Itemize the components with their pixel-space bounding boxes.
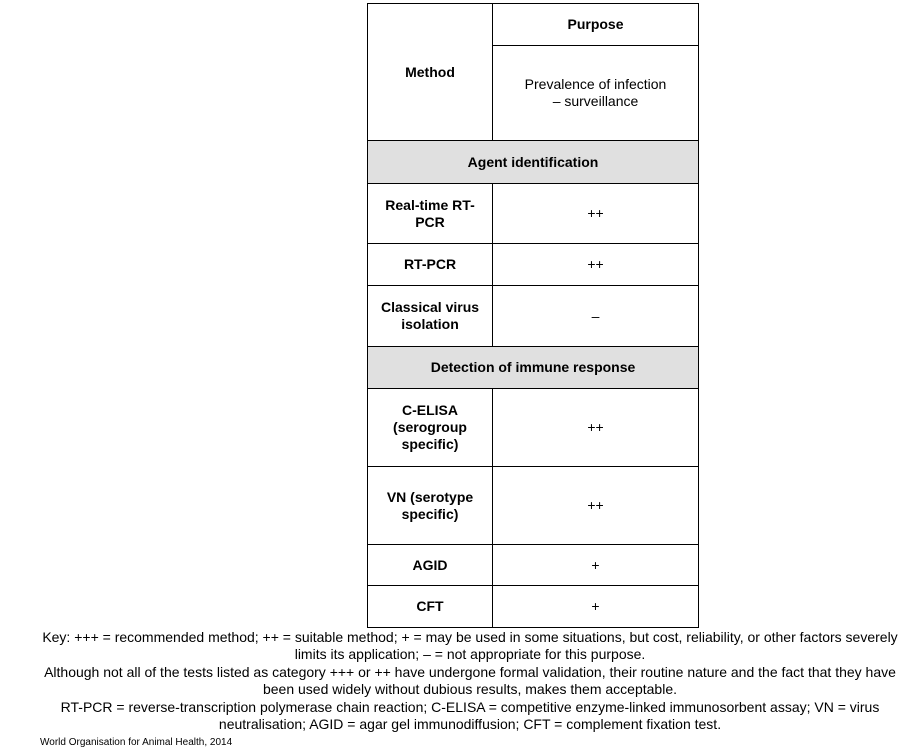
table-row: [368, 586, 699, 628]
method-header: Method: [368, 4, 493, 141]
method-rating: ++: [493, 389, 699, 467]
method-name: AGID: [368, 545, 493, 586]
table-row: [368, 286, 699, 347]
section-agent-identification: Agent identification: [368, 141, 699, 184]
section-row: [368, 141, 699, 184]
table-row: [368, 244, 699, 286]
copyright-footer: World Organisation for Animal Health, 2014: [40, 737, 233, 748]
purpose-header: Purpose: [493, 4, 699, 46]
method-name: Real-time RT-PCR: [368, 184, 493, 244]
table-row: [368, 389, 699, 467]
method-rating: +: [493, 545, 699, 586]
header-row: [368, 4, 699, 46]
diagnostic-methods-table: [367, 3, 699, 628]
method-name: VN (serotype specific): [368, 467, 493, 545]
section-immune-response: Detection of immune response: [368, 347, 699, 389]
method-rating: ++: [493, 244, 699, 286]
table-row: [368, 545, 699, 586]
method-rating: ++: [493, 184, 699, 244]
table-key: [30, 629, 910, 733]
method-name: C-ELISA (serogroup specific): [368, 389, 493, 467]
method-rating: –: [493, 286, 699, 347]
key-abbreviations: RT-PCR = reverse-transcription polymerase chain reaction; C-ELISA = competitive enzyme-linked immunosorbent assay; VN = virus neutralisation; AGID = agar gel immunodiffusion; CFT = complement fixation test.: [60, 698, 880, 733]
method-rating: ++: [493, 467, 699, 545]
method-rating: +: [493, 586, 699, 628]
method-name: CFT: [368, 586, 493, 628]
method-name: Classical virus isolation: [368, 286, 493, 347]
section-row: [368, 347, 699, 389]
key-legend: Key: +++ = recommended method; ++ = suitable method; + = may be used in some situations, but cost, reliability, or other factors severely limits its application; – = not appropriate for this purpose.: [42, 629, 898, 663]
method-name: RT-PCR: [368, 244, 493, 286]
purpose-surveillance: Prevalence of infection – surveillance: [493, 46, 699, 141]
key-validation-note: Although not all of the tests listed as category +++ or ++ have undergone formal validation, their routine nature and the fact that they have been used widely without dubious results, makes them acceptable.: [44, 663, 896, 698]
table-row: [368, 467, 699, 545]
table-row: [368, 184, 699, 244]
